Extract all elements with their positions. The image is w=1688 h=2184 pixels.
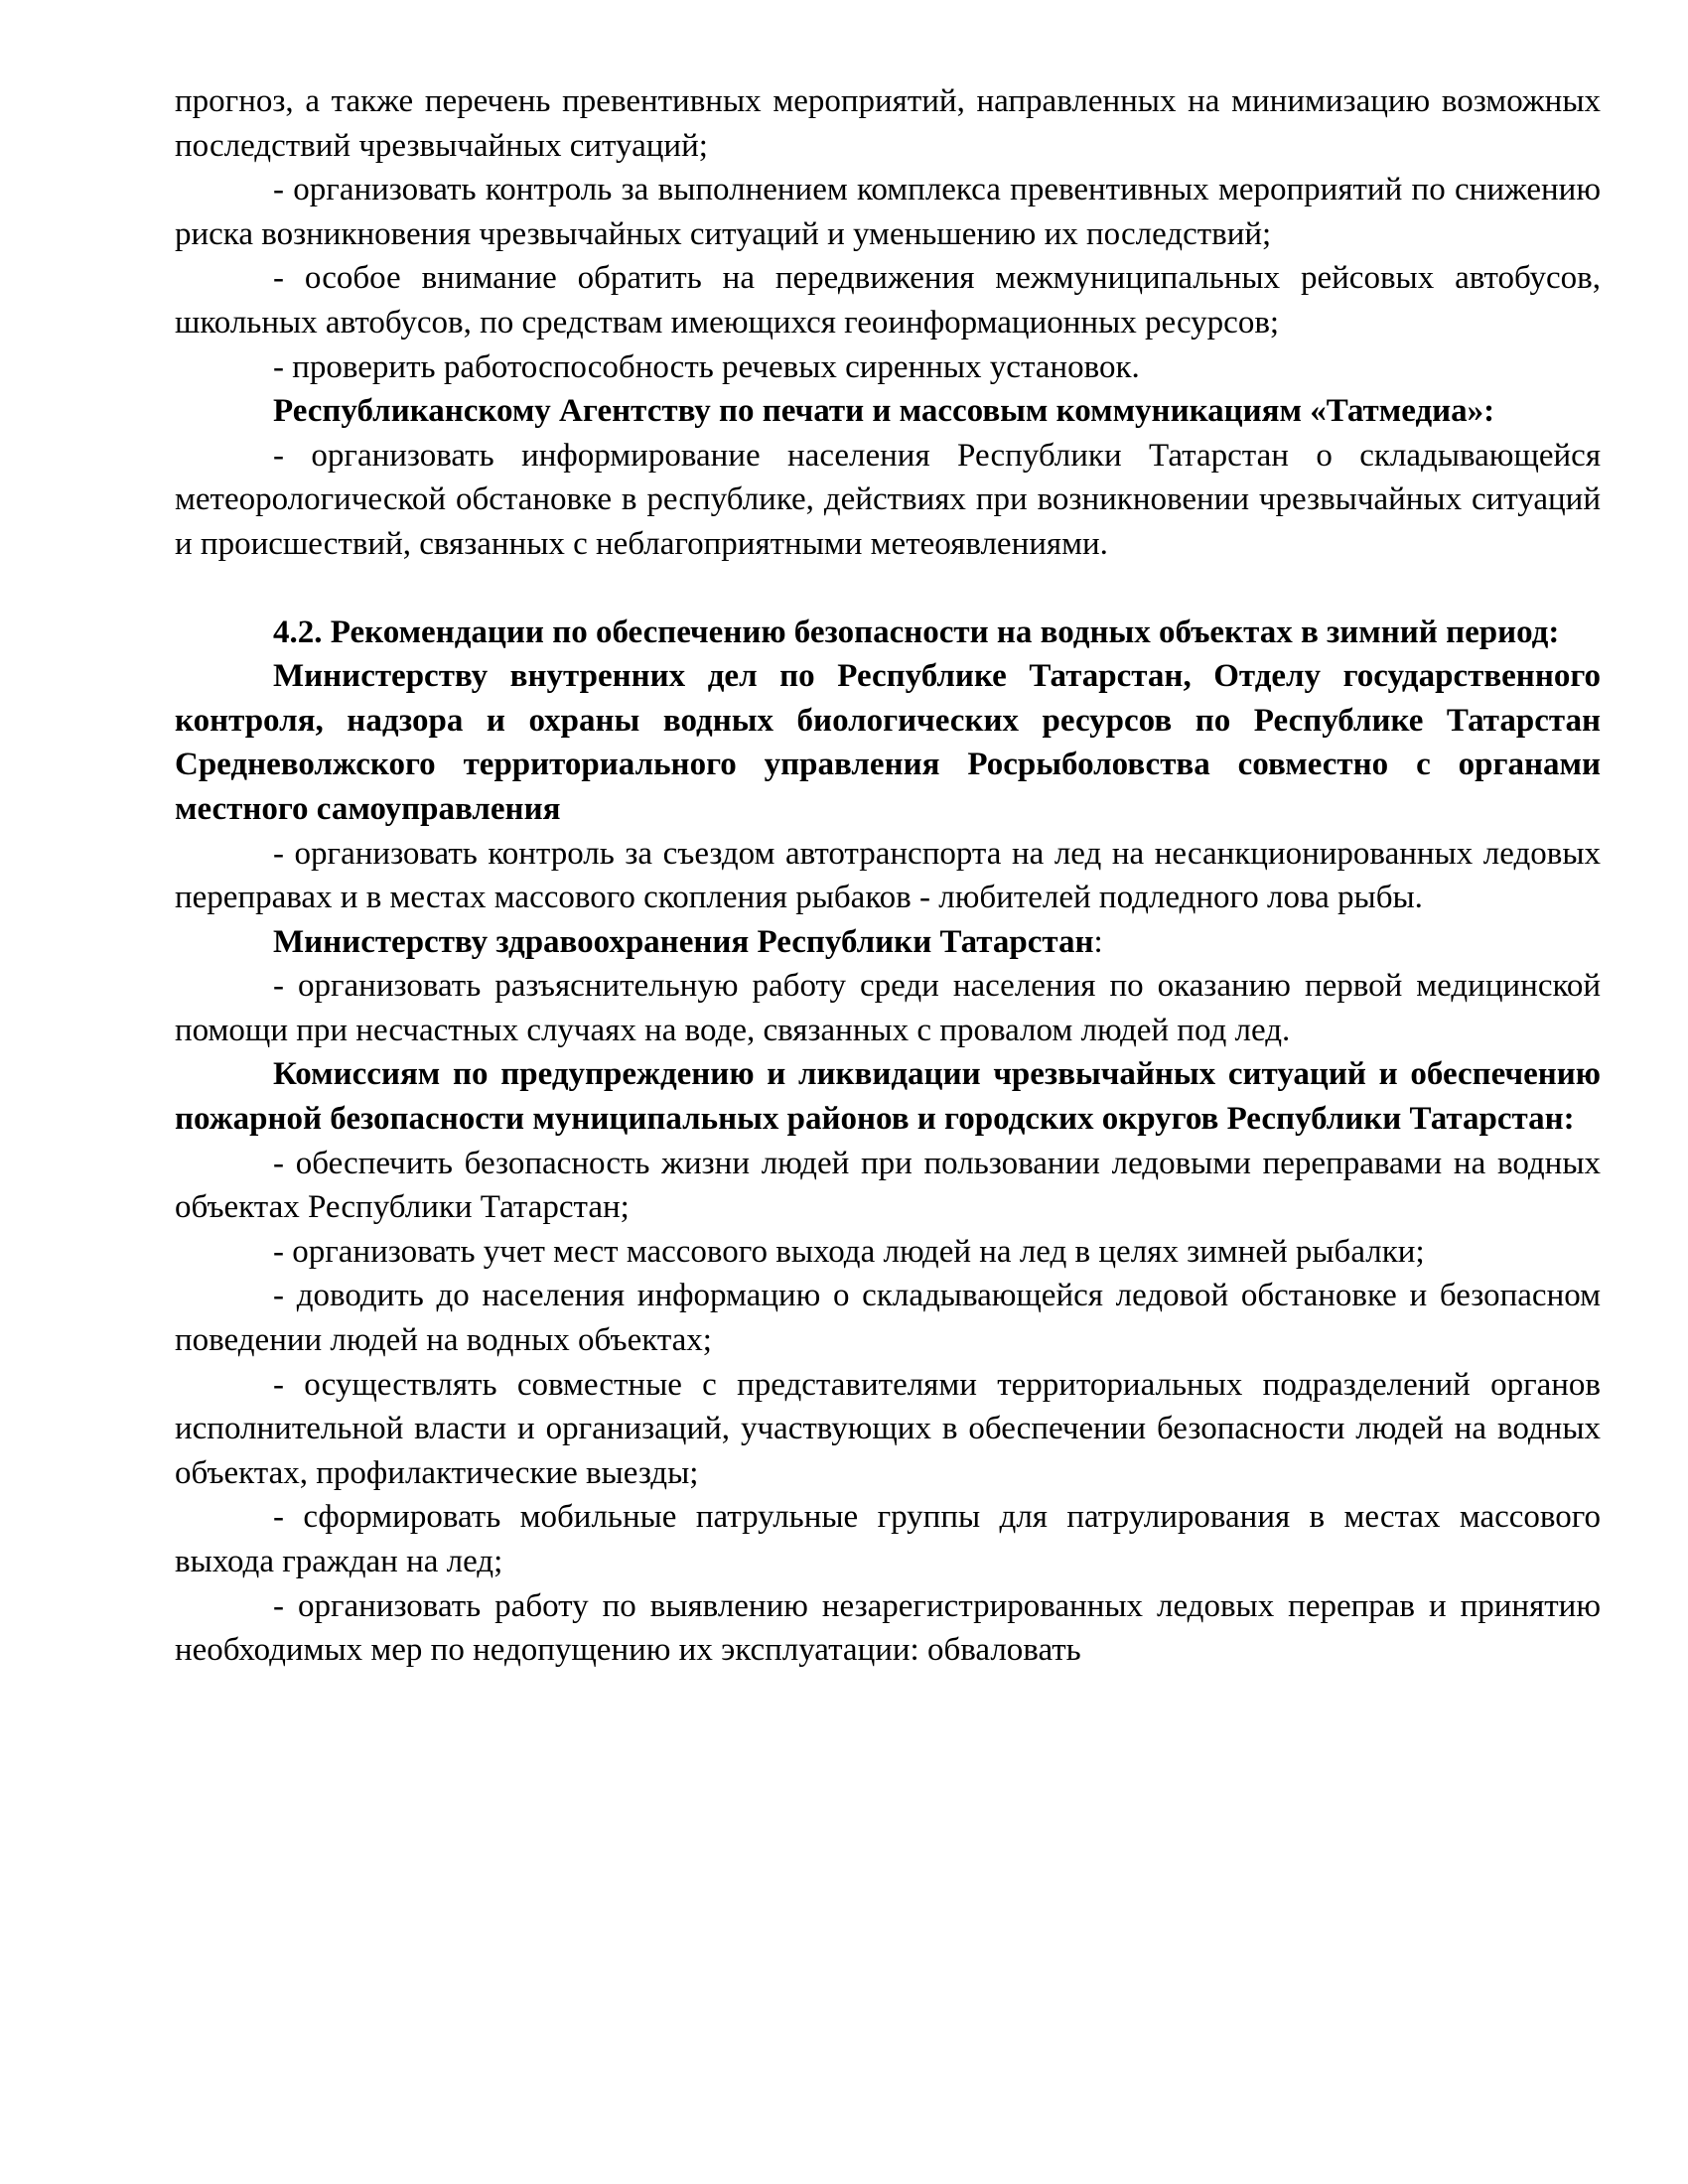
heading-with-suffix <box>175 920 1601 965</box>
paragraph: - организовать контроль за выполнением комплекса превентивных мероприятий по снижению риска возникновения чрезвычайных ситуаций и уменьшению их последствий; <box>175 172 1601 252</box>
paragraph: - организовать работу по выявлению незарегистрированных ледовых переправ и принятию необходимых мер по недопущению их эксплуатации: обваловать <box>175 1587 1601 1669</box>
document-page <box>175 79 1601 1673</box>
paragraph: - сформировать мобильные патрульные группы для патрулирования в местах массового выхода граждан на лед; <box>175 1499 1601 1579</box>
paragraph: - проверить работоспособность речевых сиренных установок. <box>273 348 1140 385</box>
paragraph: - осуществлять совместные с представителями территориальных подразделений органов исполнительной власти и организаций, участвующих в обеспечении безопасности людей на водных объектах, профилактические выезды; <box>175 1366 1601 1491</box>
section-heading: Комиссиям по предупреждению и ликвидации чрезвычайных ситуаций и обеспечению пожарной безопасности муниципальных районов и городских округов Республики Татарстан: <box>175 1056 1601 1138</box>
section-heading: 4.2. Рекомендации по обеспечению безопасности на водных объектах в зимний период: <box>273 614 1560 650</box>
heading-suffix: : <box>1093 923 1103 960</box>
paragraph: - доводить до населения информацию о складывающейся ледовой обстановке и безопасном поведении людей на водных объектах; <box>175 1278 1601 1359</box>
section-heading: Министерству здравоохранения Республики Татарстан <box>273 923 1094 960</box>
paragraph: - организовать разъяснительную работу среди населения по оказанию первой медицинской помощи при несчастных случаях на воде, связанных с провалом людей под лед. <box>175 968 1601 1048</box>
section-heading: Республиканскому Агентству по печати и массовым коммуникациям «Татмедиа»: <box>273 393 1495 430</box>
paragraph: - особое внимание обратить на передвижения межмуниципальных рейсовых автобусов, школьных автобусов, по средствам имеющихся геоинформационных ресурсов; <box>175 260 1601 341</box>
paragraph: - обеспечить безопасность жизни людей при пользовании ледовыми переправами на водных объектах Республики Татарстан; <box>175 1145 1601 1226</box>
paragraph: - организовать учет мест массового выхода людей на лед в целях зимней рыбалки; <box>273 1233 1425 1270</box>
paragraph: - организовать информирование населения Республики Татарстан о складывающейся метеорологической обстановке в республике, действиях при возникновении чрезвычайных ситуаций и происшествий, связанных с неблагоприятными метеоявлениями. <box>175 437 1601 562</box>
paragraph: прогноз, а также перечень превентивных мероприятий, направленных на минимизацию возможных последствий чрезвычайных ситуаций; <box>175 83 1601 164</box>
section-heading: Министерству внутренних дел по Республике Татарстан, Отделу государственного контроля, надзора и охраны водных биологических ресурсов по Республике Татарстан Средневолжского территориального управления Росрыболовства совместно с органами местного самоуправления <box>175 658 1601 827</box>
paragraph: - организовать контроль за съездом автотранспорта на лед на несанкционированных ледовых переправах и в местах массового скопления рыбаков - любителей подледного лова рыбы. <box>175 835 1601 916</box>
